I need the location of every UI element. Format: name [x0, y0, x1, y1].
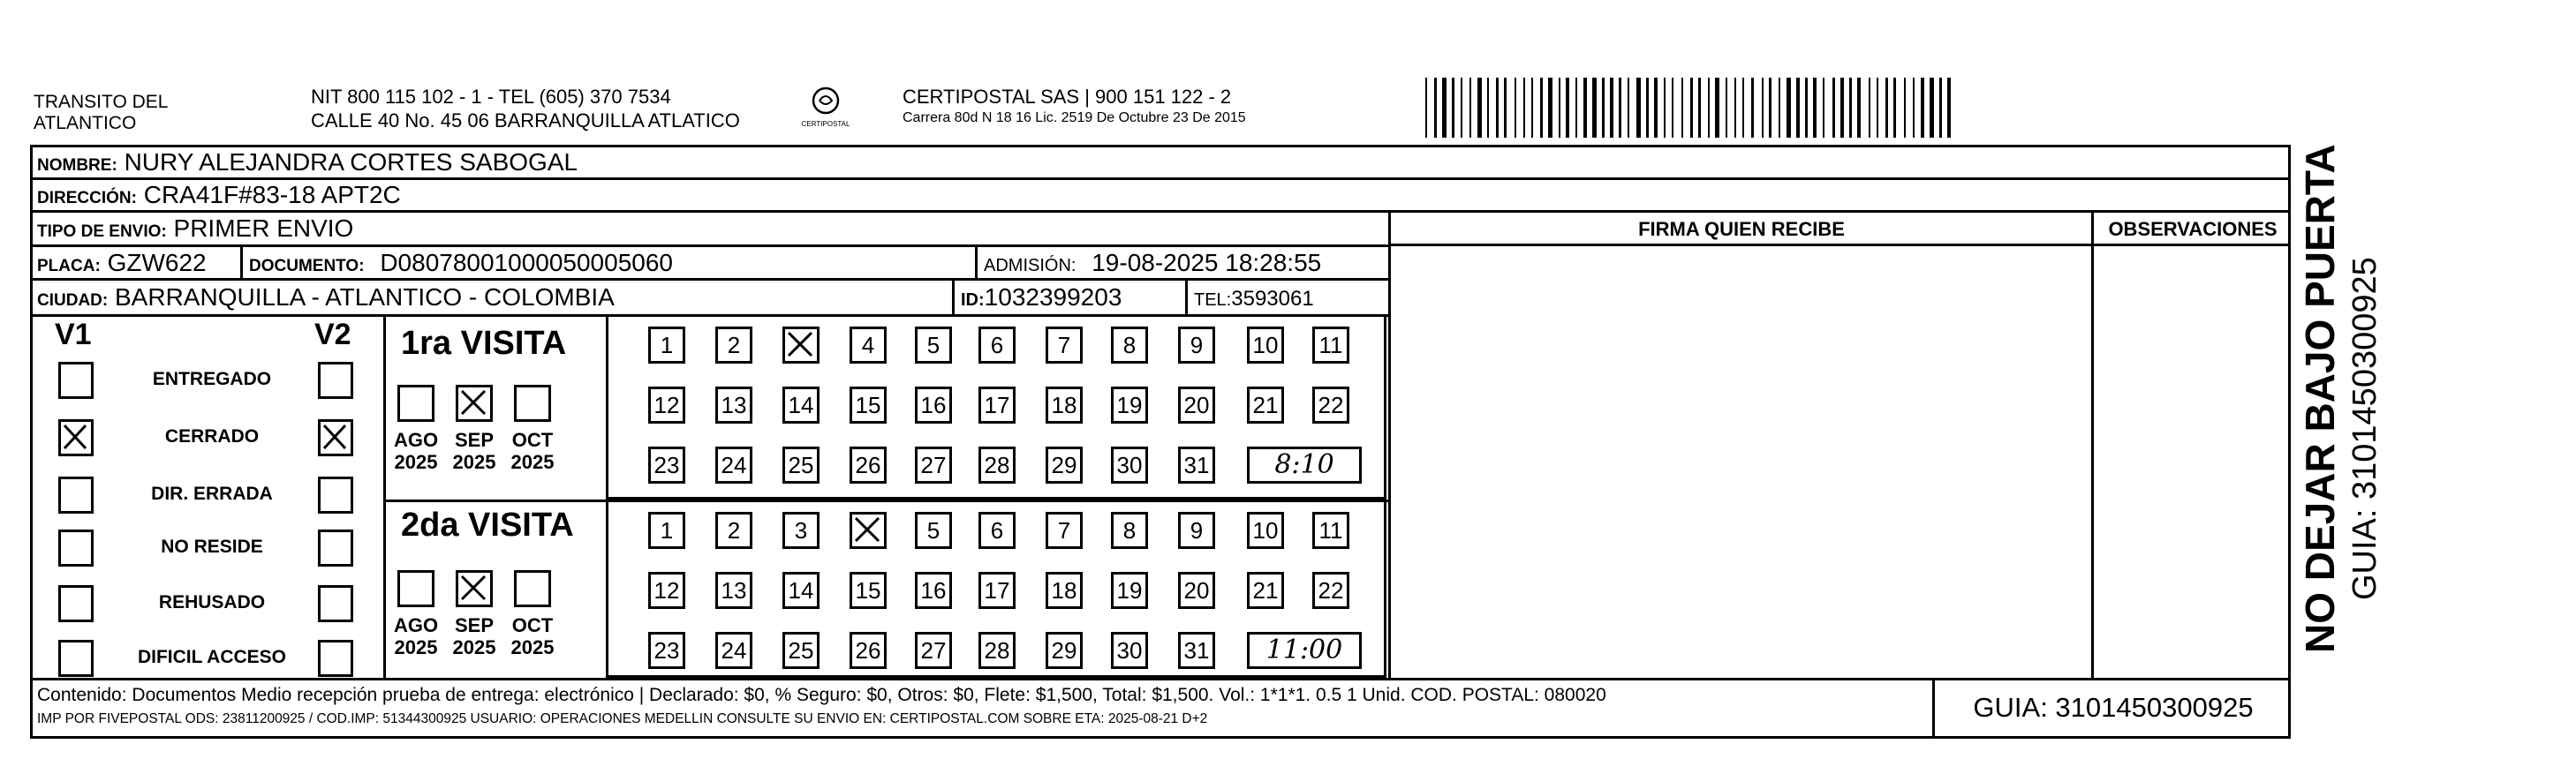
handwritten-time: 8:10 — [1274, 449, 1334, 480]
barcode-bar — [1734, 78, 1736, 138]
day-number: 18 — [1051, 577, 1077, 604]
day-number: 30 — [1116, 452, 1143, 478]
v1-status-checkbox[interactable] — [58, 362, 94, 399]
barcode-bar — [1947, 78, 1951, 138]
month-year: 2025 — [510, 451, 555, 473]
day-number: 8 — [1122, 332, 1137, 358]
v2-status-checkbox[interactable] — [318, 585, 353, 622]
status-label: DIFICIL ACCESO — [137, 647, 286, 667]
day-number: 26 — [855, 452, 881, 478]
visit1-title: 1ra VISITA — [401, 325, 567, 362]
visit1-day-24[interactable] — [715, 447, 752, 484]
day-number: 24 — [721, 637, 747, 664]
month-year: 2025 — [394, 636, 438, 658]
day-number: 4 — [861, 332, 875, 358]
visit2-day-28[interactable] — [978, 632, 1016, 669]
send-type-label: TIPO DE ENVIO: — [37, 222, 167, 241]
barcode-bar — [1425, 78, 1427, 138]
day-number: 19 — [1116, 392, 1143, 418]
document-field — [249, 247, 673, 282]
visit2-day-29[interactable] — [1046, 632, 1083, 669]
visit2-day-30[interactable] — [1111, 632, 1148, 669]
name-label: NOMBRE: — [37, 156, 117, 175]
day-number: 11 — [1318, 517, 1343, 544]
status-label: DIR. ERRADA — [151, 484, 273, 504]
barcode-bar — [1681, 78, 1683, 138]
day-number: 6 — [990, 332, 1004, 358]
visit2-day-21[interactable] — [1247, 572, 1284, 609]
x-mark-icon — [458, 387, 490, 419]
col-sep-signature — [1388, 210, 1391, 678]
visit1-day-7[interactable] — [1046, 327, 1083, 364]
visit2-day-13[interactable] — [715, 572, 752, 609]
v1-status-checkbox[interactable] — [58, 419, 94, 456]
visit1-month-ago-checkbox[interactable] — [397, 385, 434, 422]
v1-status-checkbox[interactable] — [58, 530, 94, 567]
visit1-day-1[interactable] — [648, 327, 685, 364]
visit1-day-3[interactable] — [782, 327, 820, 364]
barcode-bar — [1434, 78, 1437, 138]
courier-info — [903, 85, 1246, 128]
agency-contact — [311, 85, 740, 132]
day-number: 6 — [990, 517, 1004, 544]
document-label: DOCUMENTO: — [249, 257, 365, 275]
barcode-bar — [1531, 78, 1533, 138]
rule-footer — [30, 678, 2291, 680]
barcode-bar — [1477, 78, 1482, 138]
barcode-bar — [1805, 78, 1808, 138]
day-number: 31 — [1183, 637, 1210, 664]
send-type-field — [37, 213, 353, 248]
v1-status-checkbox[interactable] — [58, 640, 94, 677]
visit2-day-18[interactable] — [1046, 572, 1083, 609]
barcode-bar — [1708, 78, 1710, 138]
v2-header: V2 — [314, 318, 351, 351]
signature-area[interactable] — [1394, 247, 2089, 676]
barcode-bar — [1690, 78, 1693, 138]
visit2-month-label — [444, 614, 504, 658]
visit1-day-13[interactable] — [715, 387, 752, 424]
document-value: D08078001000050005060 — [380, 249, 673, 276]
visit1-month-oct-checkbox[interactable] — [514, 385, 551, 422]
visit1-month-label — [502, 429, 563, 473]
agency-line-2: ATLANTICO — [34, 113, 137, 133]
day-number: 18 — [1051, 392, 1077, 418]
visit2-day-26[interactable] — [850, 632, 887, 669]
plate-label: PLACA: — [37, 257, 101, 275]
certipostal-logo — [793, 83, 858, 136]
visit2-day-9[interactable] — [1178, 512, 1215, 549]
barcode-bar — [1566, 78, 1569, 138]
day-number: 21 — [1252, 577, 1279, 604]
visit2-month-sep-checkbox[interactable] — [456, 570, 493, 607]
barcode-bar — [1442, 78, 1447, 138]
name-field — [37, 147, 578, 182]
visit2-day-25[interactable] — [782, 632, 820, 669]
barcode-bar — [1869, 78, 1870, 138]
nit-line: NIT 800 115 102 - 1 - TEL (605) 370 7534 — [311, 86, 671, 108]
admission-field — [984, 247, 1321, 282]
visit1-day-2[interactable] — [715, 327, 752, 364]
day-number: 27 — [920, 637, 947, 664]
barcode-bar — [1515, 78, 1516, 138]
visit2-day-10[interactable] — [1247, 512, 1284, 549]
barcode-bar — [1930, 78, 1934, 138]
footer-imp-line: IMP POR FIVEPOSTAL ODS: 23811200925 / COD.IMP: 51344300925 USUARIO: OPERACIONES MEDELLIN CONSULTE SU ENVIO EN: CERTIPOSTAL.COM SOBRE ETA: 2025-08-21 D+2 — [37, 711, 1208, 726]
barcode-bar — [1813, 78, 1817, 138]
day-number: 26 — [855, 637, 881, 664]
barcode-bar — [1664, 78, 1666, 138]
barcode-bar — [1893, 78, 1896, 138]
month-year: 2025 — [452, 636, 496, 658]
agency-name — [34, 92, 168, 134]
day-number: 11 — [1318, 332, 1343, 358]
day-number: 7 — [1057, 332, 1071, 358]
day-number: 16 — [920, 392, 947, 418]
visit1-day-28[interactable] — [978, 447, 1016, 484]
day-number: 8 — [1122, 517, 1137, 544]
agency-line-1: TRANSITO DEL — [34, 92, 169, 112]
visit2-day-27[interactable] — [915, 632, 952, 669]
day-number: 30 — [1116, 637, 1143, 664]
visit2-day-6[interactable] — [978, 512, 1016, 549]
visit1-day-23[interactable] — [648, 447, 685, 484]
barcode-bar — [1769, 78, 1771, 138]
visit2-month-oct-checkbox[interactable] — [514, 570, 551, 607]
day-number: 29 — [1051, 452, 1077, 478]
visit1-month-sep-checkbox[interactable] — [456, 385, 493, 422]
tel-value: 3593061 — [1231, 287, 1314, 311]
visit1-day-22[interactable] — [1312, 387, 1349, 424]
day-number: 10 — [1252, 517, 1279, 544]
footer-guide-number: GUIA: 3101450300925 — [1973, 692, 2254, 723]
x-mark-icon — [61, 422, 91, 454]
admission-value: 19-08-2025 18:28:55 — [1092, 249, 1322, 276]
barcode-bar — [1715, 78, 1719, 138]
visit1-day-31[interactable] — [1178, 447, 1215, 484]
barcode-bar — [1619, 78, 1621, 138]
barcode-bar — [1646, 78, 1649, 138]
visit1-time-box[interactable] — [1247, 447, 1362, 484]
status-label: NO RESIDE — [161, 537, 263, 557]
day-number: 23 — [653, 452, 680, 478]
visit2-title: 2da VISITA — [401, 507, 574, 544]
month-name: SEP — [454, 429, 495, 451]
status-label: CERRADO — [164, 426, 260, 447]
visit2-day-19[interactable] — [1111, 572, 1148, 609]
barcode-bar — [1857, 78, 1861, 138]
day-number: 5 — [926, 332, 941, 358]
barcode-bar — [1592, 78, 1597, 138]
day-number: 1 — [660, 332, 674, 358]
month-year: 2025 — [394, 451, 438, 473]
signature-header: FIRMA QUIEN RECIBE — [1638, 218, 1845, 240]
barcode-bar — [1461, 78, 1462, 138]
visit2-day-17[interactable] — [978, 572, 1016, 609]
visit2-day-7[interactable] — [1046, 512, 1083, 549]
id-field — [961, 282, 1122, 316]
day-number: 2 — [727, 332, 741, 358]
visit1-day-25[interactable] — [782, 447, 820, 484]
day-number: 19 — [1116, 577, 1143, 604]
visit2-day-11[interactable] — [1312, 512, 1349, 549]
barcode-bar — [1496, 78, 1499, 138]
address-value: CRA41F#83-18 APT2C — [143, 181, 401, 208]
barcode-bar — [1548, 78, 1552, 138]
observations-area[interactable] — [2096, 247, 2289, 676]
admission-label: ADMISIÓN: — [984, 256, 1076, 275]
barcode-bar — [1636, 78, 1641, 138]
day-number: 25 — [788, 452, 814, 478]
day-number: 12 — [653, 577, 680, 604]
day-number: 20 — [1183, 577, 1210, 604]
month-name: SEP — [454, 614, 495, 636]
courier-line-2: Carrera 80d N 18 16 Lic. 2519 De Octubre 23 De 2015 — [903, 110, 1246, 125]
barcode-bar — [1762, 78, 1764, 138]
day-number: 21 — [1252, 392, 1279, 418]
logo-caption: CERTIPOSTAL — [801, 120, 850, 128]
day-number: 31 — [1183, 452, 1210, 478]
day-number: 14 — [788, 392, 814, 418]
barcode-bar — [1628, 78, 1629, 138]
visit1-day-20[interactable] — [1178, 387, 1215, 424]
day-number: 3 — [794, 517, 808, 544]
city-value: BARRANQUILLA - ATLANTICO - COLOMBIA — [115, 283, 615, 311]
day-number: 9 — [1190, 332, 1204, 358]
visit2-day-16[interactable] — [915, 572, 952, 609]
barcode-bar — [1583, 78, 1587, 138]
footer-content-line: Contenido: Documentos Medio recepción prueba de entrega: electrónico | Declarado: $0, % Seguro: $0, Otros: $0, Flete: $1,500, Total: $1,500. Vol.: 1*1*1. 0.5 1 Unid. COD. POSTAL: 080020 — [37, 685, 1606, 705]
col-sep-observations — [2091, 210, 2094, 678]
barcode-bar — [1559, 78, 1560, 138]
v1-header: V1 — [55, 318, 92, 351]
month-name: AGO — [393, 429, 439, 451]
visit1-day-5[interactable] — [915, 327, 952, 364]
barcode-bar — [1877, 78, 1878, 138]
barcode-bar — [1523, 78, 1525, 138]
address-label: DIRECCIÓN: — [37, 189, 137, 207]
barcode-bar — [1849, 78, 1852, 138]
barcode-bar — [1921, 78, 1924, 138]
barcode — [1425, 0, 2114, 141]
day-number: 23 — [653, 637, 680, 664]
visit2-month-label — [386, 614, 446, 658]
month-name: AGO — [393, 614, 439, 636]
barcode-bar — [1939, 78, 1942, 138]
day-number: 9 — [1190, 517, 1204, 544]
v2-status-checkbox[interactable] — [318, 640, 353, 677]
x-mark-icon — [785, 329, 817, 361]
day-number: 20 — [1183, 392, 1210, 418]
visit1-day-18[interactable] — [1046, 387, 1083, 424]
observations-header: OBSERVACIONES — [2108, 218, 2278, 240]
visit2-month-ago-checkbox[interactable] — [397, 570, 434, 607]
visit2-day-22[interactable] — [1312, 572, 1349, 609]
visit2-day-12[interactable] — [648, 572, 685, 609]
id-label: ID: — [961, 290, 985, 310]
id-value: 1032399203 — [984, 283, 1122, 311]
day-number: 16 — [920, 577, 947, 604]
barcode-bar — [1904, 78, 1906, 138]
visit2-day-5[interactable] — [915, 512, 952, 549]
visit2-day-3[interactable] — [782, 512, 820, 549]
day-number: 28 — [984, 452, 1010, 478]
v2-status-checkbox[interactable] — [318, 362, 353, 399]
barcode-bar — [1796, 78, 1800, 138]
day-number: 28 — [984, 637, 1010, 664]
visit1-day-26[interactable] — [850, 447, 887, 484]
day-number: 22 — [1318, 392, 1344, 418]
v1-status-checkbox[interactable] — [58, 585, 94, 622]
side-guide-number: GUIA: 3101450300925 — [2346, 257, 2383, 600]
month-year: 2025 — [452, 451, 496, 473]
col-sep-footer-guide — [1932, 678, 1935, 739]
barcode-bar — [1452, 78, 1454, 138]
month-year: 2025 — [510, 636, 555, 658]
visit1-day-14[interactable] — [782, 387, 820, 424]
visit2-day-23[interactable] — [648, 632, 685, 669]
sep-admission — [975, 244, 978, 280]
barcode-bar — [1487, 78, 1489, 138]
x-mark-icon — [852, 515, 884, 546]
tel-label: TEL: — [1194, 290, 1232, 310]
sep-tel — [1185, 278, 1188, 314]
day-number: 17 — [984, 577, 1010, 604]
courier-line-1: CERTIPOSTAL SAS | 900 151 122 - 2 — [903, 86, 1232, 108]
name-value: NURY ALEJANDRA CORTES SABOGAL — [124, 148, 578, 176]
plate-value: GZW622 — [107, 249, 207, 276]
visit2-day-2[interactable] — [715, 512, 752, 549]
barcode-bar — [1504, 78, 1507, 138]
sep-plate — [240, 244, 243, 280]
barcode-bar — [1787, 78, 1791, 138]
visit1-day-15[interactable] — [850, 387, 887, 424]
barcode-bar — [1602, 78, 1605, 138]
tel-field — [1194, 283, 1314, 316]
visit1-day-30[interactable] — [1111, 447, 1148, 484]
day-number: 7 — [1057, 517, 1071, 544]
visit1-day-29[interactable] — [1046, 447, 1083, 484]
visit2-day-20[interactable] — [1178, 572, 1215, 609]
v1-status-checkbox[interactable] — [58, 477, 94, 514]
visit1-day-11[interactable] — [1312, 327, 1349, 364]
visit1-day-12[interactable] — [648, 387, 685, 424]
day-number: 29 — [1051, 637, 1077, 664]
barcode-bar — [1575, 78, 1577, 138]
barcode-bar — [1654, 78, 1658, 138]
certipostal-logo-icon — [793, 83, 858, 136]
visit1-day-10[interactable] — [1247, 327, 1284, 364]
x-mark-icon — [458, 573, 490, 605]
v2-status-checkbox[interactable] — [318, 530, 353, 567]
city-field — [37, 282, 615, 317]
day-number: 17 — [984, 392, 1010, 418]
barcode-bar — [1885, 78, 1888, 138]
day-number: 13 — [721, 392, 747, 418]
visit2-month-label — [502, 614, 563, 658]
day-number: 1 — [660, 517, 674, 544]
visit1-day-17[interactable] — [978, 387, 1016, 424]
address-line: CALLE 40 No. 45 06 BARRANQUILLA ATLATICO — [311, 109, 740, 132]
handwritten-time: 11:00 — [1265, 635, 1343, 665]
city-label: CIUDAD: — [37, 291, 109, 310]
barcode-bar — [1540, 78, 1543, 138]
no-under-door-warning: NO DEJAR BAJO PUERTA — [2297, 144, 2343, 653]
barcode-bar — [1698, 78, 1701, 138]
sep-id — [952, 278, 955, 314]
day-number: 14 — [788, 577, 814, 604]
check-mark-icon — [321, 422, 351, 454]
visit1-day-19[interactable] — [1111, 387, 1148, 424]
day-number: 13 — [721, 577, 747, 604]
day-number: 10 — [1252, 332, 1279, 358]
barcode-bar — [1779, 78, 1780, 138]
visit1-day-8[interactable] — [1111, 327, 1148, 364]
day-number: 27 — [920, 452, 947, 478]
visit1-day-6[interactable] — [978, 327, 1016, 364]
day-number: 25 — [788, 637, 814, 664]
status-label: ENTREGADO — [152, 369, 272, 389]
barcode-bar — [1742, 78, 1744, 138]
visit2-time-box[interactable] — [1247, 632, 1362, 669]
visit1-day-27[interactable] — [915, 447, 952, 484]
status-label: REHUSADO — [158, 592, 266, 612]
visit1-month-label — [444, 429, 504, 473]
barcode-bar — [1840, 78, 1844, 138]
visit2-day-14[interactable] — [782, 572, 820, 609]
month-name: OCT — [511, 614, 554, 636]
v2-status-checkbox[interactable] — [318, 477, 353, 514]
visit2-day-1[interactable] — [648, 512, 685, 549]
visit1-day-4[interactable] — [850, 327, 887, 364]
day-number: 24 — [721, 452, 747, 478]
plate-field — [37, 247, 207, 282]
barcode-bar — [1610, 78, 1613, 138]
visit2-day-15[interactable] — [850, 572, 887, 609]
visit1-day-16[interactable] — [915, 387, 952, 424]
visit1-month-label — [386, 429, 446, 473]
day-number: 22 — [1318, 577, 1344, 604]
day-number: 15 — [855, 392, 881, 418]
visit2-day-4[interactable] — [850, 512, 887, 549]
day-number: 2 — [727, 517, 741, 544]
barcode-bar — [1672, 78, 1673, 138]
rule-col-header — [1390, 244, 2291, 246]
day-number: 5 — [926, 517, 941, 544]
visit2-day-31[interactable] — [1178, 632, 1215, 669]
visit2-day-8[interactable] — [1111, 512, 1148, 549]
visit1-day-9[interactable] — [1178, 327, 1215, 364]
barcode-bar — [1913, 78, 1915, 138]
v2-status-checkbox[interactable] — [318, 419, 353, 456]
barcode-bar — [1726, 78, 1727, 138]
barcode-bar — [1823, 78, 1824, 138]
barcode-bar — [1751, 78, 1754, 138]
month-name: OCT — [511, 429, 554, 451]
day-number: 12 — [653, 392, 680, 418]
send-type-value: PRIMER ENVIO — [173, 214, 354, 242]
day-number: 15 — [855, 577, 881, 604]
visit2-day-24[interactable] — [715, 632, 752, 669]
visit1-day-21[interactable] — [1247, 387, 1284, 424]
barcode-bar — [1832, 78, 1835, 138]
address-field — [37, 179, 401, 214]
barcode-bar — [1469, 78, 1471, 138]
